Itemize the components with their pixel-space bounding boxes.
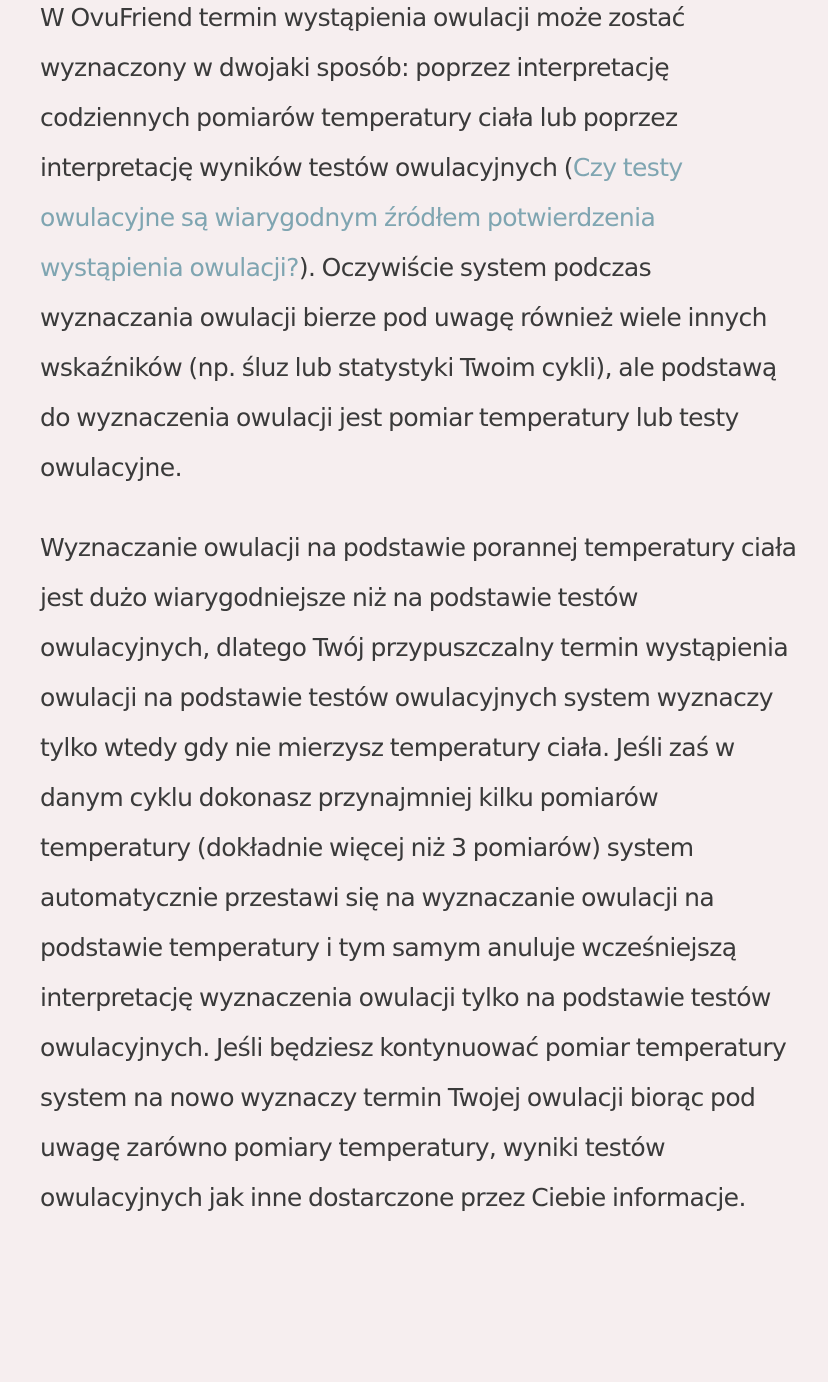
paragraph-ovulation-methods <box>40 0 800 493</box>
ovulation-tests-reliability-link[interactable]: Czy testy owulacyjne są wiarygodnym źródłem potwierdzenia wystąpienia owulacji? <box>40 153 683 282</box>
paragraph-temperature-vs-tests: Wyznaczanie owulacji na podstawie porannej temperatury ciała jest dużo wiarygodniejsze niż na podstawie testów owulacyjnych, dlatego Twój przypuszczalny termin wystąpienia owulacji na podstawie testów owulacyjnych system wyznaczy tylko wtedy gdy nie mierzysz temperatury ciała. Jeśli zaś w danym cyklu dokonasz przynajmniej kilku pomiarów temperatury (dokładnie więcej niż 3 pomiarów) system automatycznie przestawi się na wyznaczanie owulacji na podstawie temperatury i tym samym anuluje wcześniejszą interpretację wyznaczenia owulacji tylko na podstawie testów owulacyjnych. Jeśli będziesz kontynuować pomiar temperatury system na nowo wyznaczy termin Twojej owulacji biorąc pod uwagę zarówno pomiary temperatury, wyniki testów owulacyjnych jak inne dostarczone przez Ciebie informacje. <box>40 533 797 1212</box>
paragraph1-text-after-link: ). Oczywiście system podczas wyznaczania owulacji bierze pod uwagę również wiele innych wskaźników (np. śluz lub statystyki Twoim cykli), ale podstawą do wyznaczenia owulacji jest pomiar temperatury lub testy owulacyjne. <box>40 253 777 482</box>
paragraph1-text-before-link: W OvuFriend termin wystąpienia owulacji może zostać wyznaczony w dwojaki sposób: poprzez interpretację codziennych pomiarów temperatury ciała lub poprzez interpretację wyników testów owulacyjnych ( <box>40 3 685 182</box>
